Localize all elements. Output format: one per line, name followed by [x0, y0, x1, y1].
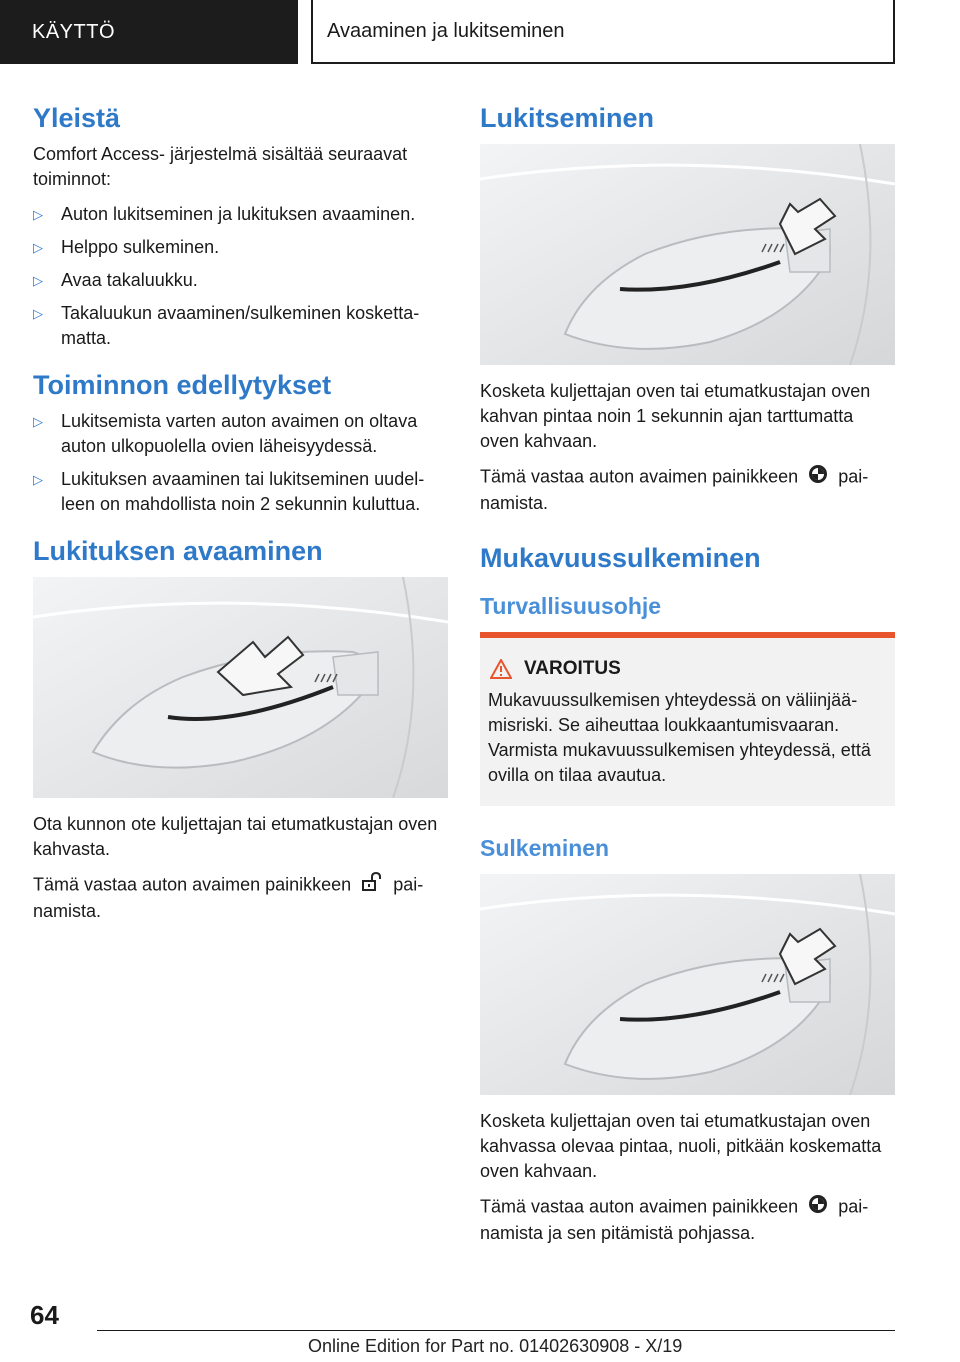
unlocking-text: Ota kunnon ote kuljettajan tai etumatkustajan oven kahvasta. — [33, 814, 438, 859]
right-column — [480, 100, 895, 1256]
heading-comfort-closing: Mukavuussulkeminen — [480, 543, 761, 573]
door-handle-grip-illustration — [33, 577, 448, 798]
triangle-right-icon: ▷ — [33, 240, 43, 255]
triangle-right-icon: ▷ — [33, 273, 43, 288]
warning-triangle-icon — [490, 659, 512, 679]
heading-closing: Sulkeminen — [480, 835, 610, 861]
closing-button-text: Tämä vastaa auton avaimen painikkeen painamista ja sen pitämistä pohjassa. — [480, 1194, 895, 1246]
heading-locking: Lukitseminen — [480, 103, 655, 133]
bmw-logo-icon — [808, 1194, 828, 1221]
page-number: 64 — [30, 1300, 59, 1330]
warning-box — [480, 632, 895, 806]
list-item: ▷ Takaluukun avaaminen/sulkeminen koskettamatta. — [33, 303, 420, 348]
list-item: ▷ Helppo sulkeminen. — [33, 235, 448, 260]
heading-general: Yleistä — [33, 103, 121, 133]
chapter-tab — [311, 0, 895, 64]
door-handle-touch-illustration — [480, 144, 895, 365]
heading-unlocking: Lukituksen avaaminen — [33, 536, 323, 566]
list-item: ▷ Avaa takaluukku. — [33, 268, 448, 293]
triangle-right-icon: ▷ — [33, 472, 43, 487]
warning-text: Mukavuussulkemisen yhteydessä on väliinjäämisriski. Se aiheuttaa loukkaantumisvaaran. Varmista mukavuussulkemisen yhteydessä, että ovilla on tilaa avautua. — [488, 690, 871, 785]
heading-safety: Turvallisuusohje — [480, 593, 662, 619]
list-item: ▷ Lukitsemista varten auton avaimen on oltava auton ulkopuolella ovien läheisyydessä. — [33, 411, 418, 456]
warning-title: VAROITUS — [524, 658, 621, 679]
warning-title-row — [488, 658, 887, 680]
section-tab — [0, 0, 298, 64]
triangle-right-icon: ▷ — [33, 414, 43, 429]
triangle-right-icon: ▷ — [33, 306, 43, 321]
left-column — [33, 100, 448, 934]
closing-text: Kosketa kuljettajan oven tai etumatkustajan oven kahvassa olevaa pintaa, nuoli, pitkään koskematta oven kahvaan. — [480, 1111, 882, 1181]
padlock-open-icon — [361, 872, 383, 899]
locking-text: Kosketa kuljettajan oven tai etumatkustajan oven kahvan pintaa noin 1 sekunnin ajan tarttumatta oven kahvaan. — [480, 381, 871, 451]
footer-edition: Online Edition for Part no. 01402630908 - X/19 — [308, 1336, 683, 1356]
unlocking-button-text: Tämä vastaa auton avaimen painikkeen painamista. — [33, 872, 448, 924]
chapter-title: Avaaminen ja lukitseminen — [327, 19, 565, 42]
footer-divider — [97, 1330, 895, 1331]
general-intro: Comfort Access- järjestelmä sisältää seuraavat toiminnot: — [33, 144, 408, 189]
list-item: ▷ Auton lukitseminen ja lukituksen avaaminen. — [33, 202, 448, 227]
list-item: ▷ Lukituksen avaaminen tai lukitseminen uudelleen on mahdollista noin 2 sekunnin kuluttua. — [33, 469, 425, 514]
requirements-list — [33, 409, 448, 517]
general-list — [33, 202, 448, 351]
heading-requirements: Toiminnon edellytykset — [33, 370, 332, 400]
section-title: KÄYTTÖ — [32, 20, 116, 43]
locking-button-text: Tämä vastaa auton avaimen painikkeen painamista. — [480, 464, 895, 516]
door-handle-closing-illustration — [480, 874, 895, 1095]
bmw-logo-icon — [808, 464, 828, 491]
triangle-right-icon: ▷ — [33, 207, 43, 222]
